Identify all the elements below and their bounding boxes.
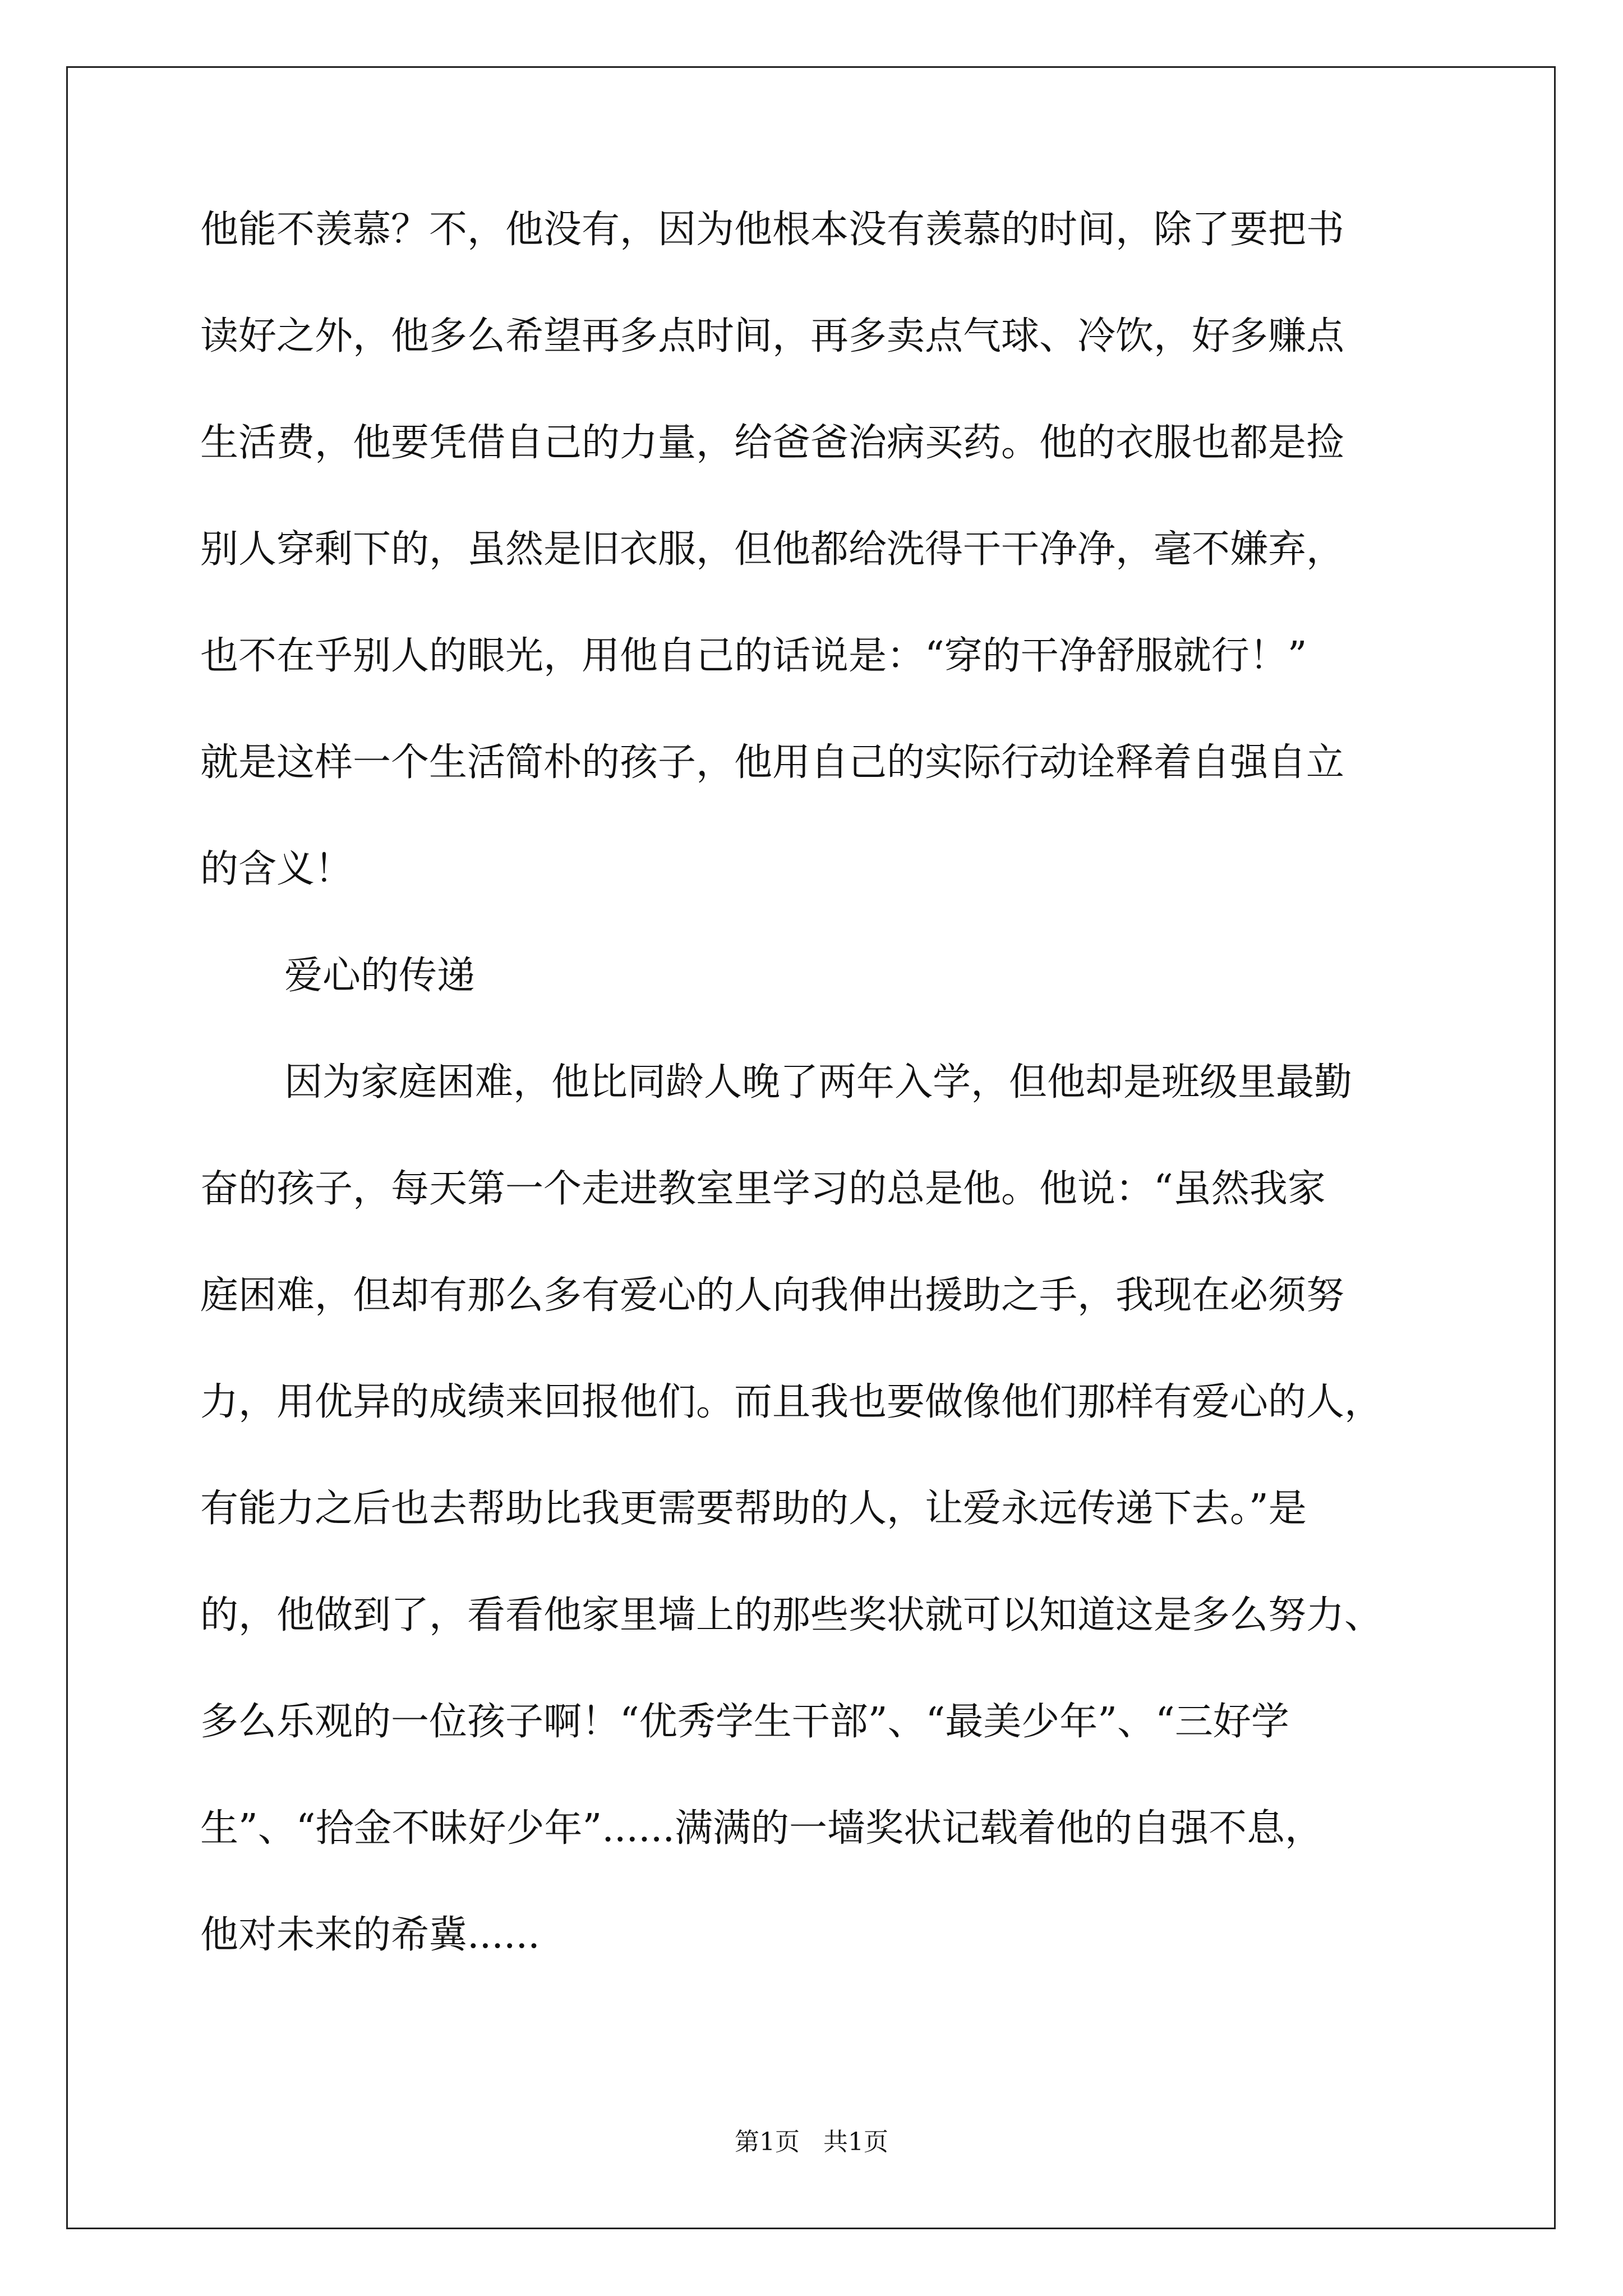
paragraph-line: 就是这样一个生活简朴的孩子，他用自己的实际行动诠释着自强自立 [200,740,1345,785]
paragraph-line: 有能力之后也去帮助比我更需要帮助的人，让爱永远传递下去。”是 [200,1487,1307,1531]
paragraph-line: 读好之外，他多么希望再多点时间，再多卖点气球、冷饮，好多赚点 [200,314,1345,358]
section-heading: 爱心的传递 [284,954,476,998]
paragraph-line: 生活费，他要凭借自己的力量，给爸爸治病买药。他的衣服也都是捡 [200,421,1345,465]
paragraph-line: 的含义！ [200,847,353,891]
paragraph-line: 生”、“拾金不昧好少年”......满满的一墙奖状记载着他的自强不息， [200,1806,1323,1851]
paragraph-line: 他能不羡慕？不，他没有，因为他根本没有羡慕的时间，除了要把书 [200,208,1345,252]
paragraph-line: 力，用优异的成绩来回报他们。而且我也要做像他们那样有爱心的人， [200,1380,1383,1424]
paragraph-line: 多么乐观的一位孩子啊！“优秀学生干部”、“最美少年”、“三好学 [200,1700,1289,1744]
paragraph-line: 奋的孩子，每天第一个走进教室里学习的总是他。他说：“虽然我家 [200,1167,1326,1211]
paragraph-line: 因为家庭困难，他比同龄人晚了两年入学，但他却是班级里最勤 [284,1060,1353,1105]
paragraph-line: 庭困难，但却有那么多有爱心的人向我伸出援助之手，我现在必须努 [200,1273,1345,1318]
paragraph-line: 他对未来的希冀...... [200,1913,540,1957]
page-border [66,66,1556,2229]
paragraph-line: 别人穿剩下的，虽然是旧衣服，但他都给洗得干干净净，毫不嫌弃， [200,527,1345,572]
paragraph-line: 也不在乎别人的眼光，用他自己的话说是：“穿的干净舒服就行！” [200,634,1307,678]
page-footer: 第1页 共1页 [735,2128,888,2156]
paragraph-line: 的，他做到了，看看他家里墙上的那些奖状就可以知道这是多么努力、 [200,1593,1383,1637]
